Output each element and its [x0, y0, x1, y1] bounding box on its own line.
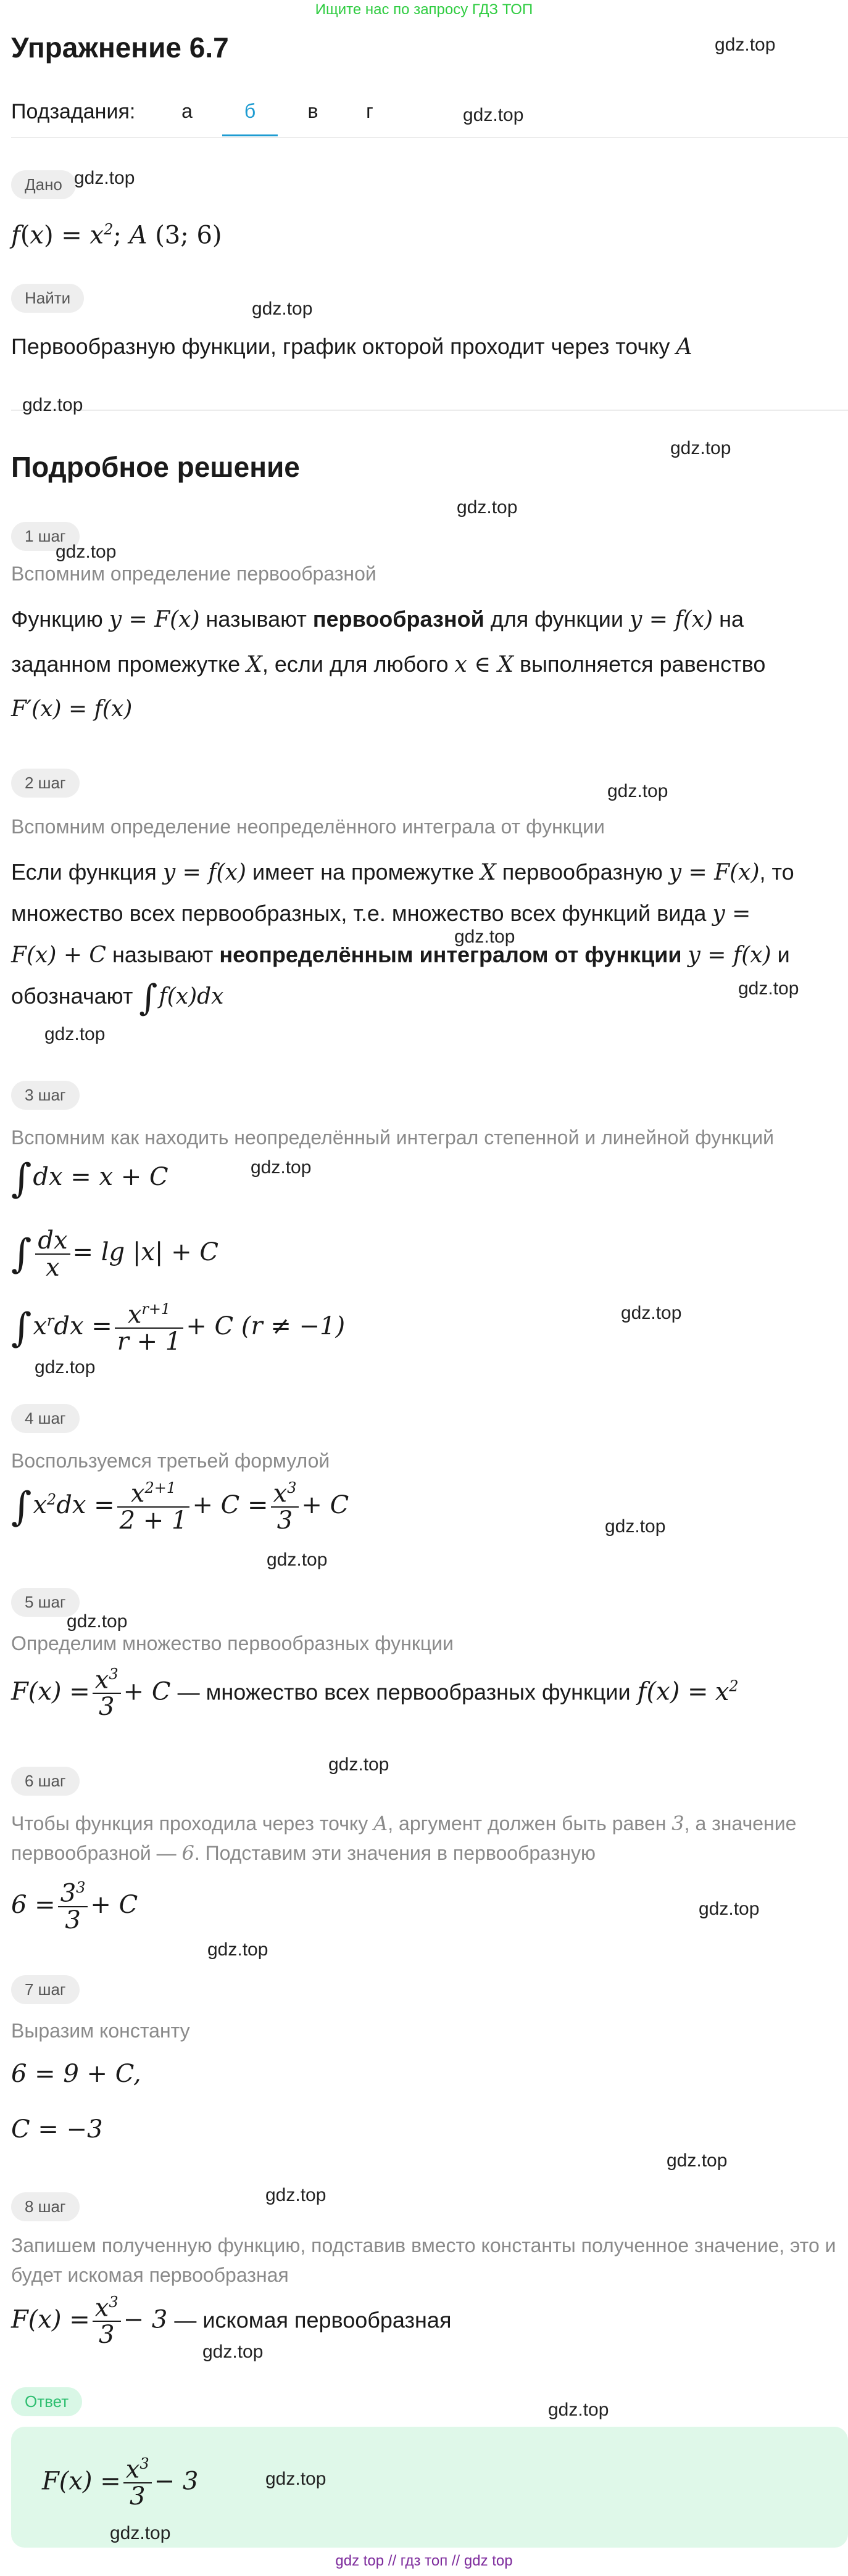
step-7-caption: Выразим константу [11, 2020, 190, 2042]
step-6-chip: 6 шаг [11, 1767, 80, 1796]
bottom-links[interactable]: gdz top // гдз топ // gdz top [335, 2553, 513, 2569]
step-7-chip: 7 шаг [11, 1975, 80, 2004]
watermark: gdz.top [207, 1939, 268, 1960]
page-title: Упражнение 6.7 [11, 31, 229, 64]
step-6-caption: Чтобы функция проходила через точку A, аргумент должен быть равен 3, а значение первообразной — 6. Подставим эти значения в первообразную [11, 1812, 797, 1865]
subtasks-bar [11, 97, 848, 134]
step-8-caption: Запишем полученную функцию, подставив вместо константы полученное значение, это и будет искомая первообразная [11, 2234, 836, 2286]
watermark: gdz.top [328, 1754, 389, 1775]
step-2-chip: 2 шаг [11, 769, 80, 798]
step-4-formula: $\int x^2dx$ = $\frac{x^{2+1}}{2 + 1}$ + C = $\frac{x^3}{3}$ + C [11, 1479, 349, 1535]
step-8-formula: F(x) = $\frac{x^3}{3}$ − 3 — искомая первообразная [11, 2293, 452, 2350]
step-3-formula-2: ∫ $\frac{dx}{x}$ = lg |x| + C [11, 1226, 218, 1282]
given-formula: $f(x) = x^2$; A (3; 6) [11, 221, 222, 250]
divider [11, 410, 848, 411]
step-5-chip: 5 шаг [11, 1588, 80, 1617]
watermark: gdz.top [56, 542, 117, 562]
watermark: gdz.top [670, 438, 731, 458]
watermark: gdz.top [738, 978, 799, 999]
watermark: gdz.top [252, 299, 313, 319]
watermark: gdz.top [267, 1550, 328, 1570]
watermark: gdz.top [715, 35, 776, 55]
watermark: gdz.top [110, 2523, 171, 2543]
find-chip: Найти [11, 284, 84, 313]
watermark: gdz.top [251, 1157, 312, 1178]
step-3-formula-1: ∫dx = x + C [11, 1156, 168, 1202]
watermark: gdz.top [35, 1357, 96, 1377]
step-3-caption: Вспомним как находить неопределённый интеграл степенной и линейной функций [11, 1126, 774, 1149]
watermark: gdz.top [44, 1024, 106, 1044]
watermark: gdz.top [265, 2185, 326, 2205]
watermark: gdz.top [699, 1899, 760, 1919]
watermark: gdz.top [454, 927, 515, 947]
step-7-line-1: 6 = 9 + C, [11, 2060, 141, 2088]
step-2-body: Если функция y = f(x) имеет на промежутке X первообразную y = F(x), то множество всех первообразных, т.е. множество всех функций вида y = F(x) + C называют неопределённым интегралом от функции y = f(x) и обозначают ∫f(x)dx [11, 859, 794, 1018]
watermark: gdz.top [621, 1303, 682, 1323]
watermark: gdz.top [607, 781, 668, 801]
step-5-caption: Определим множество первообразных функции [11, 1632, 454, 1654]
active-tab-underline [222, 134, 278, 136]
tab-a[interactable]: а [181, 100, 193, 122]
tab-b[interactable]: б [244, 100, 256, 122]
step-8-chip: 8 шаг [11, 2192, 80, 2221]
step-7-line-2: C = −3 [11, 2115, 103, 2144]
solution-title: Подробное решение [11, 451, 300, 483]
watermark: gdz.top [463, 105, 524, 125]
watermark: gdz.top [667, 2150, 728, 2171]
step-1-caption: Вспомним определение первообразной [11, 563, 376, 585]
watermark: gdz.top [67, 1611, 128, 1632]
divider [11, 137, 848, 138]
watermark: gdz.top [605, 1516, 666, 1537]
watermark: gdz.top [22, 395, 83, 415]
tab-v[interactable]: в [307, 100, 318, 122]
watermark: gdz.top [548, 2400, 609, 2420]
step-6-formula: 6 = $\frac{3^3}{3}$ + C [11, 1879, 138, 1935]
top-search-link[interactable]: Ищите нас по запросу ГДЗ ТОП [315, 1, 533, 18]
step-1-body: Функцию y = F(x) называют первообразной для функции y = f(x) на заданном промежутке X, если для любого x ∈ X выполняется равенство F′(x) = f(x) [11, 606, 766, 722]
find-text: Первообразную функции, график окторой проходит через точку A [11, 334, 692, 360]
answer-formula: F(x) = $\frac{x^3}{3}$ − 3 [42, 2455, 199, 2511]
watermark: gdz.top [265, 2469, 326, 2489]
step-3-formula-3: $\int x^rdx$ = $\frac{x^{r+1}}{r + 1}$ + C (r ≠ −1) [11, 1300, 346, 1356]
step-3-chip: 3 шаг [11, 1081, 80, 1110]
watermark: gdz.top [74, 168, 135, 188]
given-chip: Дано [11, 170, 76, 199]
step-4-caption: Воспользуемся третьей формулой [11, 1450, 330, 1472]
watermark: gdz.top [202, 2342, 264, 2362]
step-5-formula: F(x) = $\frac{x^3}{3}$ + C — множество всех первообразных функции $f(x) = x^2$ [11, 1666, 739, 1722]
answer-chip: Ответ [11, 2387, 82, 2416]
step-1-chip: 1 шаг [11, 522, 80, 551]
tab-g[interactable]: г [366, 100, 373, 122]
step-2-caption: Вспомним определение неопределённого интеграла от функции [11, 815, 605, 838]
subtasks-label: Подзадания: [11, 100, 136, 123]
step-4-chip: 4 шаг [11, 1404, 80, 1433]
watermark: gdz.top [457, 497, 518, 518]
